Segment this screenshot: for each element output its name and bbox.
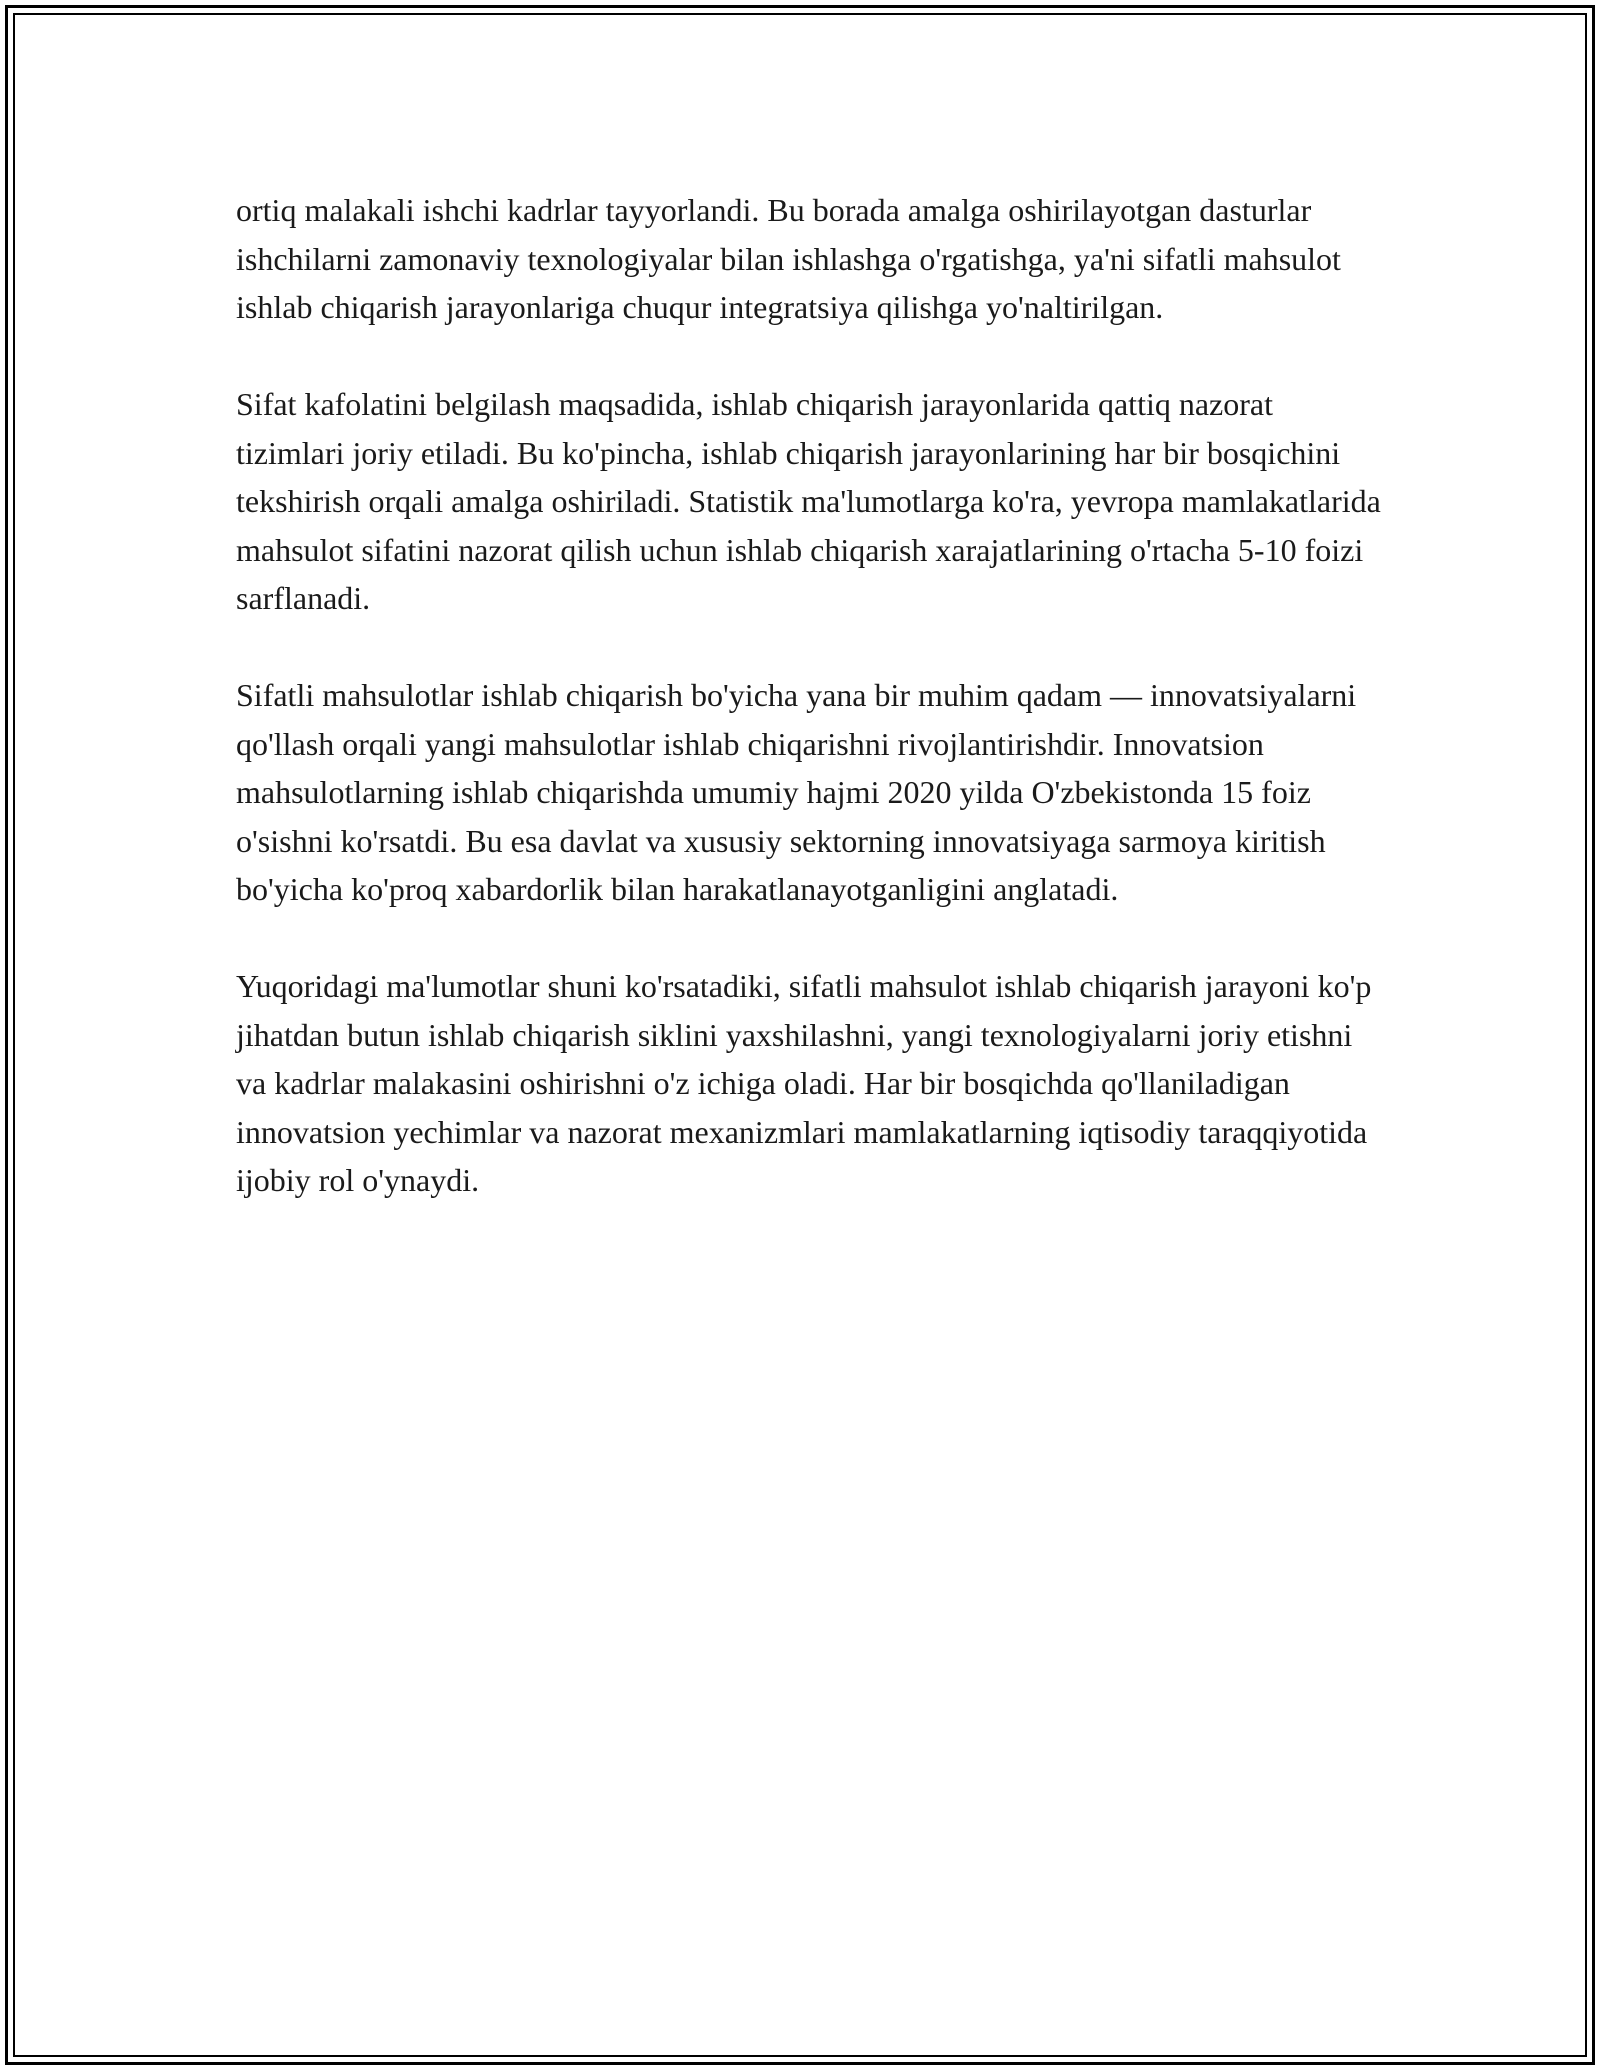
paragraph-4: Yuqoridagi ma'lumotlar shuni ko'rsatadiki, sifatli mahsulot ishlab chiqarish jarayoni ko'p jihatdan butun ishlab chiqarish siklini yaxshilashni, yangi texnologiyalarni joriy etishni va kadrlar malakasini oshirishni o'z ichiga oladi. Har bir bosqichda qo'llaniladigan innovatsion yechimlar va nazorat mexanizmlari mamlakatlarning iqtisodiy taraqqiyotida ijobiy rol o'ynaydi.: [236, 968, 1372, 1198]
document-body: [236, 186, 1386, 1253]
paragraph-1: ortiq malakali ishchi kadrlar tayyorlandi. Bu borada amalga oshirilayotgan dasturlar ishchilarni zamonaviy texnologiyalar bilan ishlashga o'rgatishga, ya'ni sifatli mahsulot ishlab chiqarish jarayonlariga chuqur integratsiya qilishga yo'naltirilgan.: [236, 192, 1341, 325]
paragraph-2: Sifat kafolatini belgilash maqsadida, ishlab chiqarish jarayonlarida qattiq nazorat tizimlari joriy etiladi. Bu ko'pincha, ishlab chiqarish jarayonlarining har bir bosqichini tekshirish orqali amalga oshiriladi. Statistik ma'lumotlarga ko'ra, yevropa mamlakatlarida mahsulot sifatini nazorat qilish uchun ishlab chiqarish xarajatlarining o'rtacha 5-10 foizi sarflanadi.: [236, 386, 1381, 616]
paragraph-3: Sifatli mahsulotlar ishlab chiqarish bo'yicha yana bir muhim qadam — innovatsiyalarni qo'llash orqali yangi mahsulotlar ishlab chiqarishni rivojlantirishdir. Innovatsion mahsulotlarning ishlab chiqarishda umumiy hajmi 2020 yilda O'zbekistonda 15 foiz o'sishni ko'rsatdi. Bu esa davlat va xususiy sektorning innovatsiyaga sarmoya kiritish bo'yicha ko'proq xabardorlik bilan harakatlanayotganligini anglatadi.: [236, 677, 1357, 907]
